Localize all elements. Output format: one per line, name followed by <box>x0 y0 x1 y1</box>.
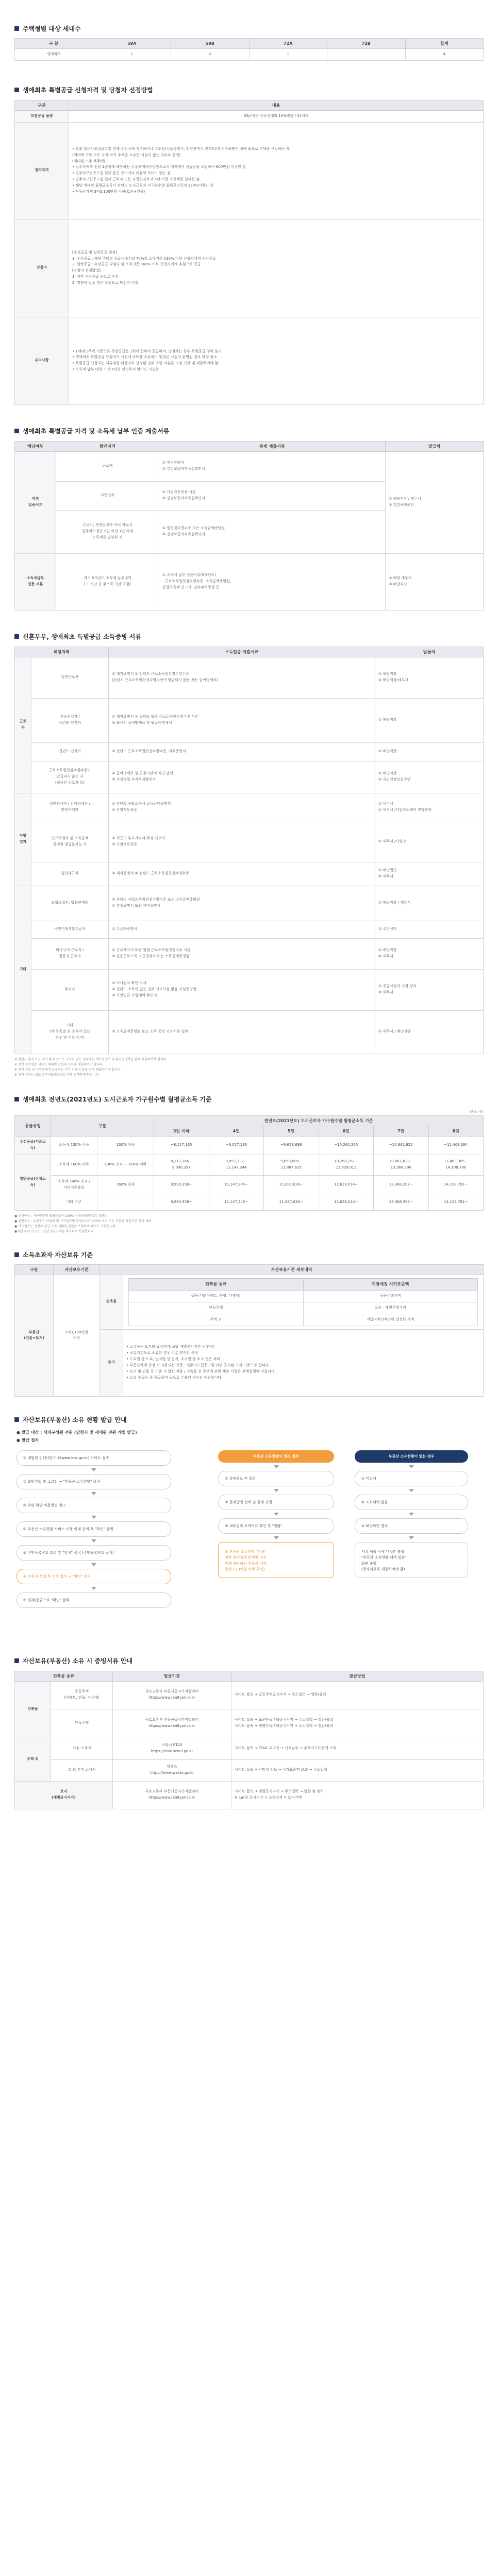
flow-step: ③ 화면 하단 이용방법 참고 <box>16 1498 171 1513</box>
table-cell: 소득세 160% 초과 / 자산기준충족 <box>51 1175 97 1195</box>
table-cell: 4 <box>405 49 484 61</box>
table-cell: 13,368,397~ <box>374 1195 429 1210</box>
section-marker-icon <box>14 429 19 433</box>
section-asset-proof-docs <box>14 1655 484 1809</box>
row-label: 당첨자 <box>15 219 69 317</box>
table-cell: ① 재직증명서 ② 전년도 근로소득원천징수영수증 <box>109 862 375 886</box>
table-cell: 위택스 https://www.wetax.go.kr <box>113 1759 231 1781</box>
table-header: 7인 <box>374 1126 429 1136</box>
flow-arrow <box>91 1539 96 1543</box>
table-cell: ~10,260,260 <box>319 1136 374 1155</box>
income-docs-table <box>14 647 484 1054</box>
table-cell: - <box>327 49 406 61</box>
table-cell: 그 외 지역 소재지 <box>51 1759 113 1781</box>
table-header: 59B <box>171 39 250 49</box>
table-cell: ~8,117,165 <box>154 1136 209 1155</box>
table-cell: 공동주택(아파트, 연립, 다세대) <box>129 1290 304 1302</box>
asset-standard-table <box>14 1264 484 1396</box>
table-cell: 11,887,630~ <box>264 1195 319 1210</box>
table-cell: ① 사업자등록증 사본 ② 건강보험자격득실확인서 <box>159 481 386 510</box>
flow-step: ④ 부동산 소유현황 "인쇄" 이후 출력물에 준비한 자료 인쇄 해당하는 부동산 가액 합산 (3,3억원 이하 확인) <box>218 1542 334 1578</box>
group-label: 기타 <box>15 886 31 1054</box>
table-cell: ① 해당직장 / 세무서 <box>375 886 484 921</box>
footnotes: ※ 전년도 휴직 또는 육아 휴직 등으로 소득이 없는 경우에는 재직증명서 및 휴직증명서를 함께 제출하여야 합니다. ※ 상기 소득입증 서류는 세대원 전원의 소득을 제출하여야 합니다. ※ 상기 서류 외 사업주체가 요구하는 추가 서류가 있을 경우 제출하여야 합니다. ※ 상기 서류는 최초 입주자모집공고일 이후 발행분에 한합니다. <box>14 1057 168 1077</box>
table-cell: 서울 소재지 <box>51 1738 113 1759</box>
table-cell: ① 재직증명서 ② 전년도 근로소득원천징수영수증 (전년도 근로소득원천징수영수증이 발급되지 않는 자는 급여명세표) <box>109 657 375 698</box>
flow-arrow <box>274 1513 279 1516</box>
row-content: • 1세대 1주택 기준으로 특별공급은 1회에 한하여 공급하며, 당첨자는 향후 특별공급 청약 불가 • 생애최초 특별공급 당첨자가 사전에 주택을 소유하고 있었던 사실이 판명된 경우 당첨 취소 • 특별공급 신청자는 서류제출 대상자로 선정된 경우 소명 서류를 지정 기간 내 제출하여야 함 • 소득세 납부 대상 기간 5년은 연속하지 않아도 가능함 <box>69 317 484 404</box>
table-cell: ① 세무서 ② 세무서 /사업장소재지 관할관청 <box>375 793 484 822</box>
section-unit-count <box>14 23 484 61</box>
section-asset-issue-guide <box>14 1414 484 1641</box>
flow-arrow <box>274 1489 279 1492</box>
table-header: 해당자격 <box>15 647 109 657</box>
table-header: 구 분 <box>15 39 93 49</box>
section-title: 신혼부부, 생애최초 특별공급 소득증빙 서류 <box>23 633 141 641</box>
table-header: 72A <box>249 39 327 49</box>
table-cell: 신규사업자 및 소득금액 증명원 발급불가능 자 <box>31 822 109 862</box>
asset-proof-table <box>14 1671 484 1809</box>
table-cell: 11,887,630~ <box>264 1175 319 1195</box>
table-cell: ~9,658,698 <box>264 1136 319 1155</box>
flow-step: ① 결제완료 후 열람 <box>218 1471 334 1486</box>
table-cell: 근로소득원천징수영수증이 발급되지 않는 자 (외국인 근로자 등) <box>31 761 109 793</box>
building-subtable-cell <box>123 1275 484 1329</box>
table-header: 발급처 <box>375 647 484 657</box>
table-cell: 국토교통부 부동산공시가격알리미 https://www.realtyprice.kr <box>113 1781 231 1809</box>
section-eligibility-docs <box>14 426 484 611</box>
section-marker-icon <box>14 88 19 92</box>
table-cell: ① 최근의 부가가치세 확정 신고서 ② 사업자등록증 <box>109 822 375 862</box>
row-label: 청약자격 <box>15 122 69 219</box>
table-cell: 14,108,781~ <box>428 1195 484 1210</box>
row-content: 85㎡이하 공공세대의 10%범위 / 54세대 <box>69 110 484 122</box>
table-cell: 전년도 전직자 <box>31 742 109 761</box>
flow-step: ③ 세부권리 요약서류 확인 후 "열람" <box>218 1518 334 1534</box>
flow-step: ② 회원가입 및 로그인 → "부동산 소유현황" 클릭 <box>16 1474 171 1489</box>
table-header: 4인 <box>209 1126 264 1136</box>
eligibility-table <box>14 100 484 405</box>
table-cell: 11,463,385~ 14,108,780 <box>428 1155 484 1175</box>
table-cell: 기타 가구 <box>51 1195 97 1210</box>
table-cell: ① 원천징수영수증 또는 소득금액증명원 ② 건강보험자격득실확인서 <box>159 510 386 553</box>
flow-arrow <box>91 1492 96 1495</box>
table-cell: ① 전년도 종합소득세 소득금액증명원 ② 사업자등록증 <box>109 793 375 822</box>
left-flow <box>16 1450 171 1608</box>
table-header: 구분 <box>51 1115 154 1136</box>
flow-header-has-property: 부동산 소유현황이 있는 경우 <box>218 1450 334 1463</box>
table-cell: ① 전년도 근로소득원천징수영수증, 재직증명서 <box>109 742 375 761</box>
table-cell: 우선공급(기준소득) <box>15 1136 51 1155</box>
table-cell: ① 소득세 납부 입증서류(5개년도) - 근로소득원천징수영수증, 소득금액증명원, 종합소득세 신고서, 납부내역증명 등 <box>159 553 386 610</box>
table-cell: 토지 (개별공시지가) <box>15 1781 113 1809</box>
table-cell: 단독주택 <box>129 1302 304 1314</box>
table-cell: 8,117,166~ 9,990,357 <box>154 1155 209 1175</box>
table-cell: 주택 외 <box>129 1314 304 1326</box>
group-label: 건축물 <box>15 1681 51 1738</box>
row-label: 건축물 <box>100 1275 123 1329</box>
table-cell: 공동주택 (아파트, 연립, 다세대) <box>51 1681 113 1709</box>
flow-step: ① 미결제 <box>355 1471 468 1486</box>
section-title: 자산보유(부동산) 소유 시 증빙서류 안내 <box>23 1657 133 1665</box>
table-cell: 기타 (각 항목별 외 소득이 있는 경우 및 서류 미비) <box>31 1010 109 1054</box>
flow-arrow <box>91 1468 96 1471</box>
footnotes: ● 우선공급 : 가구원수별 월평균소득 130% 이하(세대원 모두 포함) ● 일반공급 : 우선공급 낙첨자 및 가구원수별 월평균소득 160% 이하 또는 부동산 자산기준 충족 세대 ● 가구원수는 신청자 본인 포함 세대원 전원을 포함하며 태아도 포함됩니다. ● 8인 초과 가구는 1인당 평균금액을 추가하여 산정합니다. <box>14 1214 152 1234</box>
table-header: 소득입증 제출서류 <box>109 647 375 657</box>
table-cell: 보험모집인, 방문판매원 <box>31 886 109 921</box>
flow-arrow <box>409 1513 414 1516</box>
table-cell: ~11,463,384 <box>428 1136 484 1155</box>
table-cell: 소득세 160% 이하 <box>51 1155 97 1175</box>
table-header: 공급유형 <box>15 1115 51 1136</box>
table-header: 발급기관 <box>113 1671 231 1681</box>
table-cell: 12,628,014~ <box>319 1195 374 1210</box>
table-cell: 비정규직 근로자 / 일용직 근로자 <box>31 938 109 969</box>
table-cell <box>97 1195 154 1210</box>
table-cell: 일반공급(상위소득) <box>15 1155 51 1210</box>
table-header: 건축물 종류 <box>129 1279 304 1291</box>
table-cell: 130% 초과 ~ 160% 이하 <box>97 1155 154 1175</box>
table-header: 자산보유기준 <box>54 1265 100 1275</box>
table-header: 구분 <box>15 100 69 110</box>
flow-step: ④ 부동산 소유현황 서비스 이용 안내 등의 후 "확인" 클릭 <box>16 1521 171 1537</box>
flow-step: ① 대법원 인터넷등기소(www.iros.go.kr) 사이트 접속 <box>16 1450 171 1466</box>
section-income-docs <box>14 631 484 1078</box>
table-cell: 소득세 130% 이하 <box>51 1136 97 1155</box>
table-header: 건축물 종류 <box>15 1671 113 1681</box>
flow-arrow <box>274 1536 279 1539</box>
table-cell: 1 <box>93 49 171 61</box>
table-header: 해당여부 <box>15 441 56 451</box>
table-cell: 국토교통부 부동산공시가격알리미 https://www.realtyprice.kr <box>113 1709 231 1738</box>
table-cell: ① 비사업자 확인 각서 ② 전년도 소득이 없는 경우 신고사실 없음 사실증명원 ③ 국민연금 가입내역 확인서 <box>109 969 375 1010</box>
table-cell: 과거 5개년도 소득세 납부내역 (그 기간 중 무소득 기간 포함) <box>56 553 159 610</box>
table-cell: 10,861,823~ 13,368,396 <box>374 1155 429 1175</box>
row-content: [우선공급 및 일반공급 배정] 1. 우선공급 : 해당 주택형 공급세대수의 70%를 소득기준 130% 이하 신청자에게 우선공급 2. 일반공급 : 우선공급 낙첨자 및 소득기준 160% 이하 신청자에게 추첨으로 공급 [당첨자 선정방법] 1. 지역 우선공급 순으로 추첨 2. 경쟁이 있을 경우 추첨으로 당첨자 선정 <box>69 219 484 317</box>
section-title: 생애최초 전년도(2021년도) 도시근로자 가구원수별 월평균소득 기준 <box>23 1096 212 1104</box>
table-header: 확인자격 <box>56 441 159 451</box>
flow-arrow <box>274 1465 279 1468</box>
unit-label: (단위 : 원) <box>469 1110 484 1114</box>
table-cell: 사이트 접속 → 지방세 정보 → 시가표준액 조회 → 주소입력 <box>231 1759 484 1781</box>
table-cell: 신규취업자 / 금년도 전직자 <box>31 698 109 742</box>
table-cell: 사이트 접속 → 개별공시지가 → 주소입력 → 열람 및 출력 ※ 1㎡당 공시지가 × 소유면적 = 토지가액 <box>231 1781 484 1809</box>
table-cell: 9,057,137~ 11,147,244 <box>209 1155 264 1175</box>
right-flow <box>355 1450 468 1578</box>
table-cell: ① 급여명세표 및 근무기관의 직인 날인 ② 건강보험 자격득실확인서 <box>109 761 375 793</box>
table-cell: 국토교통부 부동산공시가격알리미 https://www.realtyprice.kr <box>113 1681 231 1709</box>
flow-arrow <box>409 1536 414 1539</box>
table-cell: 사이트 접속 → ETAX 로그인 → 신고납부 → 주택시가표준액 조회 <box>231 1738 484 1759</box>
table-cell: ① 세무서 /사업장 <box>375 822 484 862</box>
row-label: 토지 <box>100 1329 123 1396</box>
table-header: 구분 <box>15 1265 54 1275</box>
table-header: 59A <box>93 39 171 49</box>
table-cell: ① 주민센터 <box>375 921 484 938</box>
table-cell: 3억3,100만원 이하 <box>54 1275 100 1396</box>
table-header: 증빙 제출서류 <box>159 441 386 451</box>
table-cell: ~10,861,822 <box>374 1136 429 1155</box>
table-cell: 일반과세자 / 간이과세자 / 면세사업자 <box>31 793 109 822</box>
flow-arrow <box>409 1465 414 1468</box>
table-cell: 130% 이하 <box>97 1136 154 1155</box>
table-cell: 근로자 <box>56 451 159 481</box>
table-cell: 10,260,261~ 12,628,013 <box>319 1155 374 1175</box>
section-title: 소득초과자 자산보유 기준 <box>23 1251 93 1259</box>
table-cell: 11,147,245~ <box>209 1175 264 1195</box>
table-cell: ① 해당 세무서 ② 해당직장 <box>386 553 484 610</box>
row-label: 특별공급 물량 <box>15 110 69 122</box>
table-header: 72B <box>327 39 406 49</box>
middle-flow <box>218 1450 334 1578</box>
section-title: 생애최초 특별공급 신청자격 및 당첨자 선정방법 <box>23 87 153 94</box>
section-marker-icon <box>14 1097 19 1101</box>
table-cell: 11,147,245~ <box>209 1195 264 1210</box>
table-cell: 160% 초과 <box>97 1175 154 1195</box>
table-header: 합계 <box>405 39 484 49</box>
section-asset-standard <box>14 1249 484 1396</box>
table-header: 5인 <box>264 1126 319 1136</box>
table-cell: 9,990,358~ <box>154 1175 209 1195</box>
flow-step: ⑤ 주민등록번호 입력 후 "검색" 클릭 (주민등록번호 공개) <box>16 1545 171 1561</box>
table-cell: ① 근로계약서 또는 월별 근로소득원천징수부 사본 ② 일용근로소득 지급명세서 또는 소득금액증명원 <box>109 938 375 969</box>
table-header: 전년도(2021년도) 도시근로자 가구원수별 월평균소득 기준 <box>154 1115 484 1126</box>
table-cell: 공동주택가격 <box>303 1290 478 1302</box>
table-cell: ~9,057,136 <box>209 1136 264 1155</box>
table-header: 3인 이하 <box>154 1126 209 1136</box>
table-cell: ① 전년도 사업소득원천징수영수증 또는 소득금액증명원 ② 위촉증명서 또는 재직증명서 <box>109 886 375 921</box>
flow-step: 서류 제출 시에 "인쇄" 출력 "부동산 소유현황 내역 없음" 화면 출력 (증빙자료로 제출하여야 함) <box>355 1542 468 1578</box>
unit-count-table <box>14 38 484 61</box>
table-cell: 지방자치단체장이 결정한 가액 <box>303 1314 478 1326</box>
flow-step: ⑥ 인증서 선택 후 신청 접수 → "확인" 클릭 <box>16 1569 171 1584</box>
table-cell: ① 수급자증명서 <box>109 921 375 938</box>
table-cell: 근로자, 자영업자가 아닌 자로서 입주자모집공고일 이전 1년 이내 소득세를 납부한 자 <box>56 510 159 553</box>
section-income-standard <box>14 1094 484 1235</box>
flow-arrow <box>91 1587 96 1590</box>
table-cell: 13,368,397~ <box>374 1175 429 1195</box>
section-title: 주택형별 대상 세대수 <box>23 25 81 32</box>
table-cell: 단독주택 <box>51 1709 113 1738</box>
income-standard-table <box>14 1115 484 1211</box>
table-header: 지방세정 시가표준액 <box>303 1279 478 1291</box>
flow-arrow <box>409 1489 414 1492</box>
table-cell: ① 공급사업자 지정 양식 ② 세무서 <box>375 969 484 1010</box>
table-cell: ① 해당법인 ② 세무서 <box>375 862 484 886</box>
flow-step: ③ 해당화면 캡쳐 <box>355 1518 468 1534</box>
group-label: 자격 입증서류 <box>15 451 56 553</box>
table-cell: 표준 · 개별주택가격 <box>303 1302 478 1314</box>
table-cell: ① 재직증명서 ② 금년도 월별 근로소득원천징수부 사본 ③ 최근의 급여명세표 및 월급여명세서 <box>109 698 375 742</box>
table-cell: 서울시 ETAX https://etax.seoul.go.kr <box>113 1738 231 1759</box>
table-header: 6인 <box>319 1126 374 1136</box>
section-marker-icon <box>14 1658 19 1663</box>
table-cell: 일반근로자 <box>31 657 109 698</box>
table-cell: ① 해당직장 <box>375 698 484 742</box>
eligibility-docs-table <box>14 441 484 611</box>
group-label: 근로자 <box>15 657 31 793</box>
building-subtable <box>128 1278 478 1326</box>
table-header: 발급처 <box>386 441 484 451</box>
section-title: 자산보유(부동산) 소유 현황 발급 안내 <box>23 1416 127 1424</box>
table-cell: ① 세무서 / 해당기관 <box>375 1010 484 1054</box>
table-cell: ① 해당직장 <box>375 742 484 761</box>
flow-step: ② 결제방법 선택 및 결제 진행 <box>218 1495 334 1510</box>
table-cell: 자영업자 <box>56 481 159 510</box>
flow-arrow <box>91 1516 96 1519</box>
table-cell: 무직자 <box>31 969 109 1010</box>
table-cell: 생애최초 <box>15 49 93 61</box>
table-cell: ① 재직증명서 ② 건강보험자격득실확인서 <box>159 451 386 481</box>
table-cell: 사이트 접속 → 공동주택공시가격 → 주소입력 → 열람/출력 <box>231 1681 484 1709</box>
flow-arrow <box>91 1563 96 1566</box>
table-header: 8인 <box>428 1126 484 1136</box>
table-cell: 국민기초생활수급자 <box>31 921 109 938</box>
issue-procedure-label: ● 발급 절차 <box>16 1437 39 1443</box>
table-cell: 사이트 접속 → 표준단독주택공시가격 → 주소입력 → 열람/출력 사이트 접속 → 개별단독주택공시가격 → 주소입력 → 열람/출력 <box>231 1709 484 1738</box>
table-cell: • 소유하는 토지의 공시지가(㎡당 개별공시지가 × 면적) • 공유지분으로 소유한 경우 지분 면적만 산정 • 도로법 상 도로, 농지법 상 농지, 초지법 상 초지 등은 제외 • 부동산가액 산정 시 사용되는 기준 : 입주자모집공고일 이전 공시된 가격 기준으로 합니다. • 토지 및 건물 등 기준 시 합산 적용 / 건축물 중 주택에 관한 세부 사항은 관계법령에 따릅니다. • 소유 부동산 중 공공목적 등으로 수용된 경우는 제외합니다. <box>123 1329 484 1396</box>
table-cell: 2 <box>171 49 250 61</box>
table-header: 내용 <box>69 100 484 110</box>
table-cell: 9,658,699~ 11,887,629 <box>264 1155 319 1175</box>
table-cell: ① 해당직장 ② 국민건강보험공단 <box>375 761 484 793</box>
group-label: 자영업자 <box>15 793 31 886</box>
flow-header-no-property: 부동산 소유현황이 없는 경우 <box>355 1450 468 1463</box>
table-cell: 1 <box>249 49 327 61</box>
section-title: 생애최초 특별공급 자격 및 소득세 납부 인증 제출서류 <box>23 428 170 435</box>
flow-step: ② 조회내역 없음 <box>355 1495 468 1510</box>
table-cell: 12,628,014~ <box>319 1175 374 1195</box>
table-cell: 법인대표자 <box>31 862 109 886</box>
section-marker-icon <box>14 26 19 31</box>
group-label: 주택 외 <box>15 1738 51 1781</box>
section-marker-icon <box>14 634 19 639</box>
table-cell: ① 해당직장 ② 해당직장/세무서 <box>375 657 484 698</box>
section-marker-icon <box>14 1417 19 1422</box>
table-cell: ① 소득금액증명원 또는 소득 증빙 가능서류 일체 <box>109 1010 375 1054</box>
row-label: 유의사항 <box>15 317 69 404</box>
group-label: 부동산 (건물+토지) <box>15 1275 54 1396</box>
section-eligibility <box>14 84 484 405</box>
flow-step: ⑦ 결제(현금으로 "확인" 클릭 <box>16 1592 171 1608</box>
table-cell: 14,108,781~ <box>428 1175 484 1195</box>
table-header: 자산보유기준 세부내역 <box>100 1265 484 1275</box>
group-label: 소득세납부 입증 서류 <box>15 553 56 610</box>
table-header: 발급방법 <box>231 1671 484 1681</box>
table-cell: ① 해당직장 / 세무서 ② 건강보험공단 <box>386 451 484 553</box>
section-marker-icon <box>14 1252 19 1257</box>
table-cell: 9,990,358~ <box>154 1195 209 1210</box>
issue-target: ● 발급 대상 : 세대구성원 전원 (당첨자 및 세대원 전원 개별 발급) <box>16 1430 137 1435</box>
row-content: • 최초 입주자모집공고일 현재 용인시에 거주하거나 수도권(서울특별시, 인천광역시,경기도)에 거주하면서 생애 최초로 주택을 구입하는 자 (세대에 속한 모든 자가 과거 주택을 소유한 사실이 없는 경우로 한정) (세대원 모두 무주택) • 입주자저축 순위 1순위에 해당하는 무주택세대구성원으로서 저축액이 선납금을 포함하여 600만원 이상인 분 • 입주자모집공고일 현재 혼인 중이거나 미혼인 자녀가 있는 분 • 입주자모집공고일 현재 근로자 또는 자영업자로서 5년 이상 소득세를 납부한 분 • 해당 세대의 월평균소득이 전년도 도시근로자 가구원수별 월평균소득의 130%이하인 분 • 부동산가액 3억3,100만원 이하(토지+건물) <box>69 122 484 219</box>
table-cell: ① 해당직장 ② 세무서 <box>375 938 484 969</box>
